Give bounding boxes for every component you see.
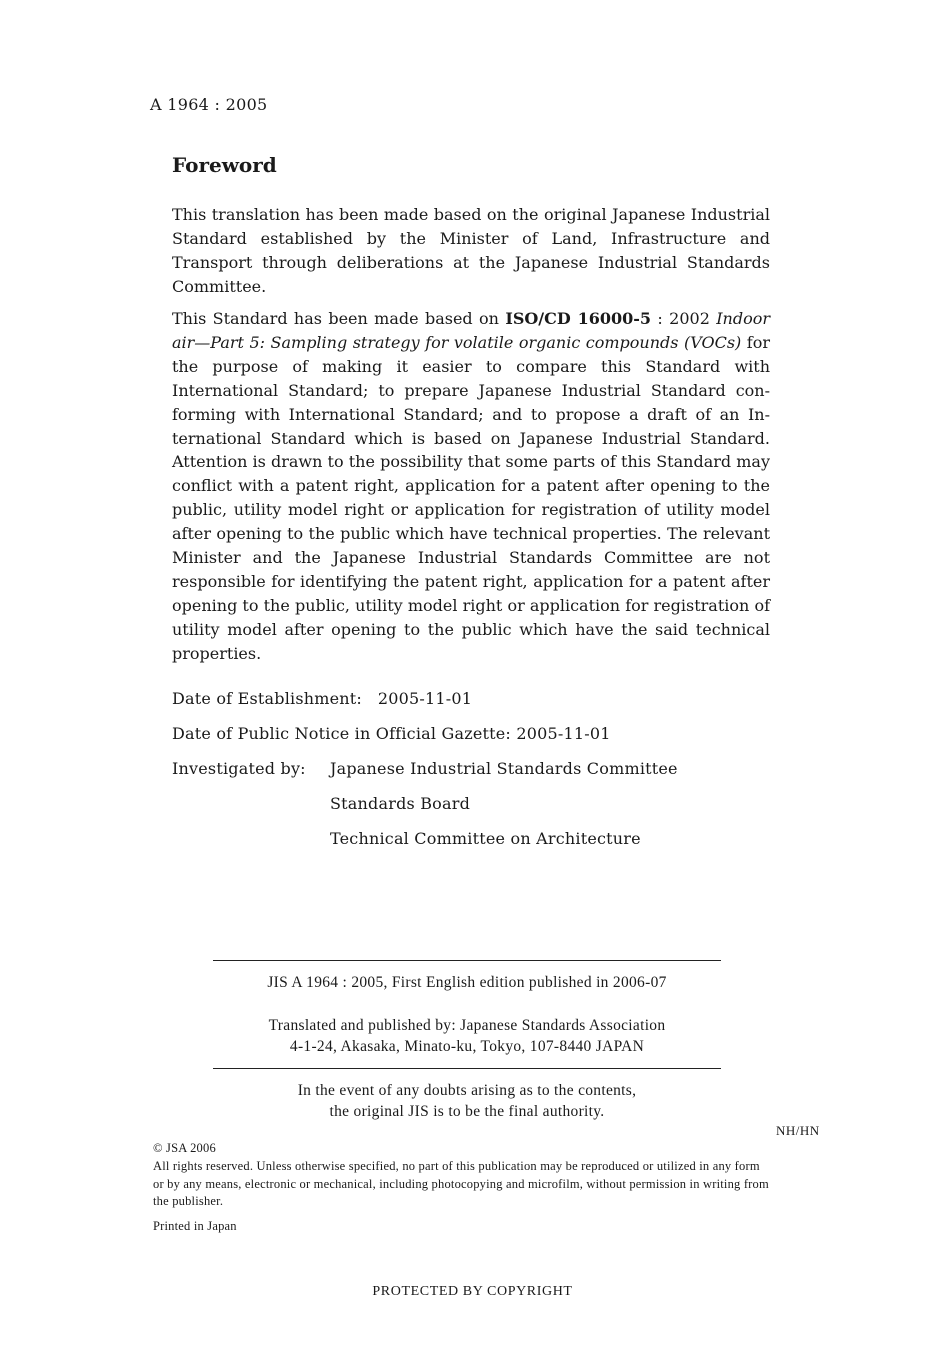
rights-statement: All rights reserved. Unless otherwise specified, no part of this publication may be reproduced or utilized in any form or by any means, electronic or mechanical, including photocopying and microfilm, without permission in writing from the publisher. [153, 1158, 769, 1209]
gazette-label: Date of Public Notice in Official Gazette: [172, 724, 512, 743]
iso-year: : 2002 [651, 309, 717, 328]
iso-title: Indoor air—Part 5: Sampling strategy for volatile organic compounds (VOCs) [172, 309, 771, 352]
divider-top [213, 960, 721, 961]
establishment-label: Date of Establishment: [172, 689, 363, 708]
disclaimer-line-2: the original JIS is to be the final authority. [329, 1103, 605, 1120]
establishment-date: 2005-11-01 [377, 689, 473, 708]
divider-bottom [213, 1068, 721, 1069]
gazette-row [172, 724, 611, 743]
copyright-block [153, 1140, 773, 1211]
publisher-address: 4-1-24, Akasaka, Minato-ku, Tokyo, 107-8440 JAPAN [289, 1038, 645, 1055]
foreword-paragraph-2 [172, 307, 770, 666]
printed-in: Printed in Japan [153, 1219, 237, 1233]
establishment-row [172, 689, 472, 708]
paragraph-lead: This Standard has been made based on [172, 309, 506, 328]
foreword-paragraph-1: This translation has been made based on the original Japanese Industrial Standard established by the Minister of Land, Infrastructure and Transport through deliberations at the Japanese Industrial Standards Committee. [172, 205, 770, 296]
investigator-1: Japanese Industrial Standards Committee [330, 759, 678, 778]
standard-number: A 1964 : 2005 [150, 95, 268, 114]
gazette-date: 2005-11-01 [516, 724, 611, 743]
edition-line: JIS A 1964 : 2005, First English edition published in 2006-07 [267, 974, 667, 991]
publisher-line: Translated and published by: Japanese Standards Association [268, 1017, 666, 1034]
page-title: Foreword [172, 153, 277, 177]
iso-reference: ISO/CD 16000-5 [505, 309, 652, 328]
paragraph-rest: for the purpose of making it easier to compare this Standard with International Standard; to prepare Japanese Industrial Standard conforming with International Standard; and to propose a draft of an International Standard which is based on Japanese Industrial Standard. Attention is drawn to the possibility that some parts of this Standard may conflict with a patent right, application for a patent after opening to the public, utility model right or application for registration of utility model after opening to the public which have technical properties. The relevant Minister and the Japanese Industrial Standards Committee are not responsible for identifying the patent right, application for a patent after opening to the public, utility model right or application for registration of utility model after opening to the public which have the said technical properties. [172, 332, 770, 663]
investigator-2: Standards Board [330, 794, 471, 813]
copyright-notice: © JSA 2006 [153, 1141, 216, 1155]
investigated-label: Investigated by: [172, 759, 306, 778]
protected-footer: PROTECTED BY COPYRIGHT [372, 1284, 573, 1299]
investigator-3: Technical Committee on Architecture [330, 829, 641, 848]
disclaimer-line-1: In the event of any doubts arising as to the contents, [297, 1082, 637, 1099]
editor-initials: NH/HN [776, 1123, 820, 1138]
